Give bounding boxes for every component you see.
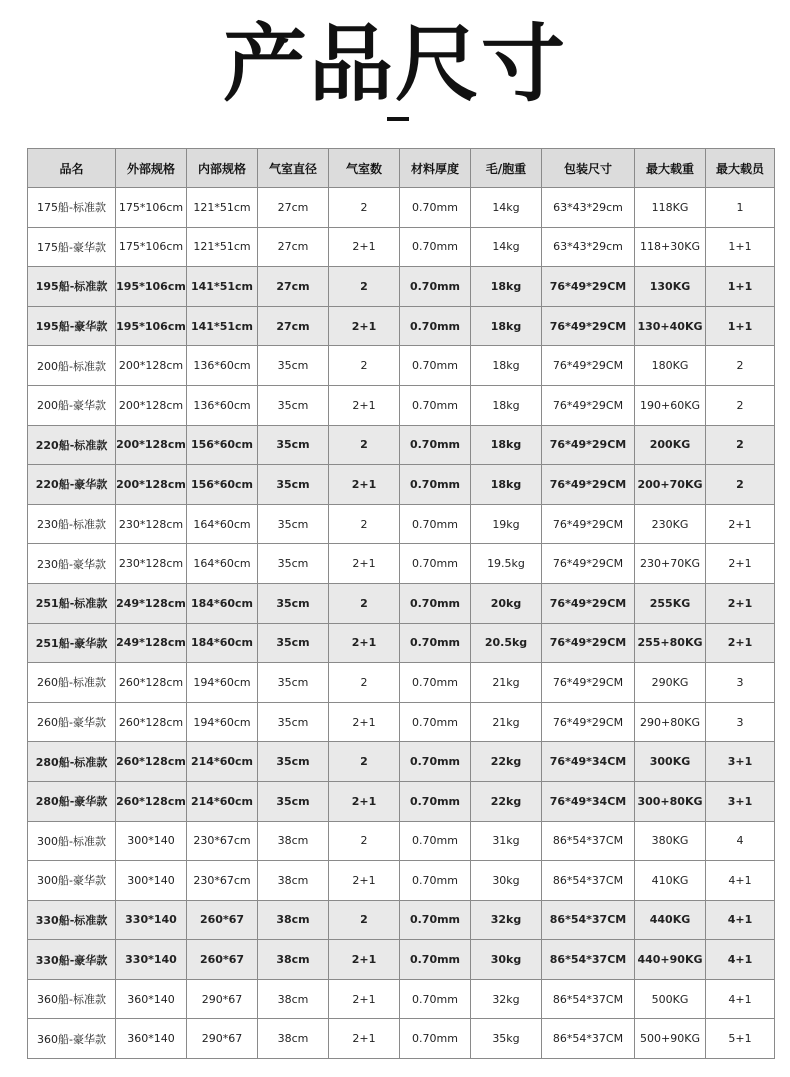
col-name-cell: 300船-豪华款: [28, 861, 116, 901]
col-name-cell: 360船-豪华款: [28, 1019, 116, 1059]
col-inner-size-cell: 230*67cm: [187, 861, 258, 901]
col-max-persons-cell: 2+1: [706, 623, 775, 663]
col-outer-size-cell: 175*106cm: [116, 188, 187, 228]
col-weight-cell: 32kg: [471, 900, 542, 940]
col-material-thickness-cell: 0.70mm: [400, 702, 471, 742]
col-max-load-header: 最大载重: [635, 149, 706, 188]
col-inner-size-cell: 214*60cm: [187, 781, 258, 821]
col-inner-size-cell: 164*60cm: [187, 544, 258, 584]
col-chambers-cell: 2+1: [329, 544, 400, 584]
col-material-thickness-cell: 0.70mm: [400, 663, 471, 703]
col-name-cell: 260船-豪华款: [28, 702, 116, 742]
col-weight-cell: 22kg: [471, 781, 542, 821]
col-outer-size-cell: 195*106cm: [116, 267, 187, 307]
col-chambers-cell: 2: [329, 188, 400, 228]
col-max-persons-cell: 3: [706, 702, 775, 742]
col-chambers-cell: 2: [329, 821, 400, 861]
table-row: [28, 979, 775, 1019]
col-tube-diameter-cell: 38cm: [258, 900, 329, 940]
col-outer-size-cell: 260*128cm: [116, 702, 187, 742]
col-material-thickness-cell: 0.70mm: [400, 425, 471, 465]
col-package-size-cell: 86*54*37CM: [542, 940, 635, 980]
col-weight-cell: 31kg: [471, 821, 542, 861]
col-inner-size-cell: 136*60cm: [187, 385, 258, 425]
col-material-thickness-cell: 0.70mm: [400, 544, 471, 584]
col-chambers-cell: 2: [329, 425, 400, 465]
col-max-persons-cell: 4+1: [706, 861, 775, 901]
col-weight-cell: 18kg: [471, 306, 542, 346]
col-max-persons-cell: 2+1: [706, 504, 775, 544]
col-tube-diameter-cell: 35cm: [258, 504, 329, 544]
col-package-size-cell: 76*49*29CM: [542, 504, 635, 544]
col-max-load-cell: 130+40KG: [635, 306, 706, 346]
col-chambers-cell: 2+1: [329, 1019, 400, 1059]
col-inner-size-cell: 194*60cm: [187, 702, 258, 742]
col-tube-diameter-cell: 35cm: [258, 425, 329, 465]
col-outer-size-cell: 260*128cm: [116, 663, 187, 703]
col-outer-size-header: 外部规格: [116, 149, 187, 188]
col-material-thickness-cell: 0.70mm: [400, 267, 471, 307]
col-inner-size-cell: 121*51cm: [187, 188, 258, 228]
col-material-thickness-cell: 0.70mm: [400, 346, 471, 386]
table-row: [28, 702, 775, 742]
col-weight-cell: 21kg: [471, 702, 542, 742]
col-chambers-cell: 2+1: [329, 781, 400, 821]
col-package-size-cell: 76*49*29CM: [542, 465, 635, 505]
table-row: [28, 583, 775, 623]
col-tube-diameter-header: 气室直径: [258, 149, 329, 188]
col-material-thickness-cell: 0.70mm: [400, 504, 471, 544]
col-max-load-cell: 200+70KG: [635, 465, 706, 505]
col-outer-size-cell: 230*128cm: [116, 544, 187, 584]
col-name-cell: 251船-豪华款: [28, 623, 116, 663]
col-weight-cell: 14kg: [471, 227, 542, 267]
col-tube-diameter-cell: 35cm: [258, 742, 329, 782]
col-inner-size-cell: 194*60cm: [187, 663, 258, 703]
table-row: [28, 663, 775, 703]
col-max-persons-cell: 2+1: [706, 583, 775, 623]
col-max-load-cell: 255KG: [635, 583, 706, 623]
col-outer-size-cell: 249*128cm: [116, 583, 187, 623]
col-package-size-cell: 86*54*37CM: [542, 900, 635, 940]
col-name-cell: 230船-豪华款: [28, 544, 116, 584]
col-name-cell: 360船-标准款: [28, 979, 116, 1019]
col-weight-cell: 19kg: [471, 504, 542, 544]
col-tube-diameter-cell: 38cm: [258, 940, 329, 980]
col-max-load-cell: 440+90KG: [635, 940, 706, 980]
col-outer-size-cell: 230*128cm: [116, 504, 187, 544]
table-row: [28, 385, 775, 425]
col-chambers-cell: 2+1: [329, 306, 400, 346]
col-max-persons-cell: 3: [706, 663, 775, 703]
col-outer-size-cell: 200*128cm: [116, 425, 187, 465]
col-inner-size-cell: 141*51cm: [187, 267, 258, 307]
table-row: [28, 188, 775, 228]
col-outer-size-cell: 300*140: [116, 861, 187, 901]
col-tube-diameter-cell: 35cm: [258, 385, 329, 425]
col-name-cell: 330船-豪华款: [28, 940, 116, 980]
col-max-persons-cell: 3+1: [706, 742, 775, 782]
col-material-thickness-cell: 0.70mm: [400, 821, 471, 861]
col-outer-size-cell: 300*140: [116, 821, 187, 861]
col-inner-size-cell: 156*60cm: [187, 465, 258, 505]
col-chambers-cell: 2+1: [329, 623, 400, 663]
col-max-persons-cell: 4+1: [706, 979, 775, 1019]
col-inner-size-cell: 214*60cm: [187, 742, 258, 782]
table-row: [28, 821, 775, 861]
product-size-table: [27, 148, 775, 1059]
col-package-size-cell: 76*49*29CM: [542, 583, 635, 623]
col-material-thickness-cell: 0.70mm: [400, 1019, 471, 1059]
col-tube-diameter-cell: 35cm: [258, 583, 329, 623]
col-tube-diameter-cell: 35cm: [258, 623, 329, 663]
col-weight-cell: 20.5kg: [471, 623, 542, 663]
table-row: [28, 465, 775, 505]
col-weight-cell: 14kg: [471, 188, 542, 228]
col-name-cell: 230船-标准款: [28, 504, 116, 544]
col-max-load-cell: 190+60KG: [635, 385, 706, 425]
col-inner-size-cell: 136*60cm: [187, 346, 258, 386]
col-outer-size-cell: 200*128cm: [116, 385, 187, 425]
col-weight-cell: 18kg: [471, 425, 542, 465]
col-inner-size-cell: 230*67cm: [187, 821, 258, 861]
col-material-thickness-cell: 0.70mm: [400, 583, 471, 623]
col-tube-diameter-cell: 27cm: [258, 306, 329, 346]
col-package-size-cell: 76*49*29CM: [542, 267, 635, 307]
col-outer-size-cell: 260*128cm: [116, 742, 187, 782]
col-name-cell: 280船-标准款: [28, 742, 116, 782]
col-tube-diameter-cell: 35cm: [258, 465, 329, 505]
col-package-size-cell: 86*54*37CM: [542, 1019, 635, 1059]
col-name-cell: 280船-豪华款: [28, 781, 116, 821]
col-outer-size-cell: 330*140: [116, 940, 187, 980]
col-outer-size-cell: 200*128cm: [116, 346, 187, 386]
col-weight-header: 毛/胞重: [471, 149, 542, 188]
col-name-cell: 200船-标准款: [28, 346, 116, 386]
col-name-cell: 175船-豪华款: [28, 227, 116, 267]
col-max-load-cell: 230KG: [635, 504, 706, 544]
col-max-load-cell: 410KG: [635, 861, 706, 901]
col-tube-diameter-cell: 35cm: [258, 702, 329, 742]
col-package-size-cell: 76*49*29CM: [542, 544, 635, 584]
table-header-row: [28, 149, 775, 188]
col-outer-size-cell: 200*128cm: [116, 465, 187, 505]
col-chambers-cell: 2+1: [329, 940, 400, 980]
col-max-persons-cell: 5+1: [706, 1019, 775, 1059]
col-inner-size-cell: 290*67: [187, 979, 258, 1019]
col-material-thickness-cell: 0.70mm: [400, 979, 471, 1019]
col-package-size-cell: 76*49*29CM: [542, 663, 635, 703]
col-inner-size-header: 内部规格: [187, 149, 258, 188]
col-inner-size-cell: 260*67: [187, 940, 258, 980]
col-inner-size-cell: 184*60cm: [187, 623, 258, 663]
col-tube-diameter-cell: 27cm: [258, 188, 329, 228]
col-inner-size-cell: 164*60cm: [187, 504, 258, 544]
col-max-load-cell: 118KG: [635, 188, 706, 228]
col-name-cell: 200船-豪华款: [28, 385, 116, 425]
col-max-load-cell: 255+80KG: [635, 623, 706, 663]
col-outer-size-cell: 360*140: [116, 1019, 187, 1059]
table-row: [28, 861, 775, 901]
col-tube-diameter-cell: 38cm: [258, 1019, 329, 1059]
col-max-load-cell: 118+30KG: [635, 227, 706, 267]
col-inner-size-cell: 156*60cm: [187, 425, 258, 465]
col-chambers-cell: 2: [329, 504, 400, 544]
col-max-load-cell: 230+70KG: [635, 544, 706, 584]
table-row: [28, 900, 775, 940]
col-inner-size-cell: 290*67: [187, 1019, 258, 1059]
col-max-persons-cell: 4+1: [706, 900, 775, 940]
col-tube-diameter-cell: 35cm: [258, 544, 329, 584]
col-inner-size-cell: 184*60cm: [187, 583, 258, 623]
col-weight-cell: 21kg: [471, 663, 542, 703]
page-title: 产品尺寸: [222, 15, 567, 113]
col-package-size-cell: 76*49*29CM: [542, 702, 635, 742]
col-chambers-header: 气室数: [329, 149, 400, 188]
col-package-size-cell: 86*54*37CM: [542, 861, 635, 901]
col-material-thickness-cell: 0.70mm: [400, 940, 471, 980]
col-package-size-cell: 86*54*37CM: [542, 979, 635, 1019]
col-weight-cell: 20kg: [471, 583, 542, 623]
col-outer-size-cell: 195*106cm: [116, 306, 187, 346]
table-row: [28, 544, 775, 584]
col-material-thickness-cell: 0.70mm: [400, 188, 471, 228]
col-chambers-cell: 2: [329, 742, 400, 782]
col-max-persons-cell: 2: [706, 346, 775, 386]
col-package-size-cell: 76*49*34CM: [542, 742, 635, 782]
col-max-persons-cell: 1+1: [706, 267, 775, 307]
col-package-size-cell: 76*49*29CM: [542, 385, 635, 425]
col-package-size-cell: 76*49*29CM: [542, 306, 635, 346]
col-chambers-cell: 2+1: [329, 465, 400, 505]
col-material-thickness-cell: 0.70mm: [400, 781, 471, 821]
col-chambers-cell: 2+1: [329, 702, 400, 742]
col-max-persons-cell: 2+1: [706, 544, 775, 584]
table-row: [28, 267, 775, 307]
table-body: [28, 188, 775, 1059]
col-package-size-cell: 63*43*29cm: [542, 227, 635, 267]
col-outer-size-cell: 260*128cm: [116, 781, 187, 821]
col-weight-cell: 19.5kg: [471, 544, 542, 584]
col-max-load-cell: 300KG: [635, 742, 706, 782]
col-name-cell: 220船-标准款: [28, 425, 116, 465]
col-name-cell: 251船-标准款: [28, 583, 116, 623]
col-material-thickness-cell: 0.70mm: [400, 385, 471, 425]
col-chambers-cell: 2+1: [329, 979, 400, 1019]
col-tube-diameter-cell: 38cm: [258, 979, 329, 1019]
col-max-load-cell: 290+80KG: [635, 702, 706, 742]
col-chambers-cell: 2: [329, 663, 400, 703]
col-weight-cell: 32kg: [471, 979, 542, 1019]
col-weight-cell: 18kg: [471, 385, 542, 425]
col-max-persons-cell: 4: [706, 821, 775, 861]
col-outer-size-cell: 249*128cm: [116, 623, 187, 663]
col-package-size-cell: 76*49*29CM: [542, 425, 635, 465]
col-material-thickness-cell: 0.70mm: [400, 742, 471, 782]
col-outer-size-cell: 175*106cm: [116, 227, 187, 267]
col-max-persons-cell: 2: [706, 465, 775, 505]
col-max-load-cell: 200KG: [635, 425, 706, 465]
col-package-size-header: 包装尺寸: [542, 149, 635, 188]
col-max-load-cell: 290KG: [635, 663, 706, 703]
col-name-cell: 300船-标准款: [28, 821, 116, 861]
col-name-header: 品名: [28, 149, 116, 188]
col-package-size-cell: 86*54*37CM: [542, 821, 635, 861]
col-tube-diameter-cell: 35cm: [258, 346, 329, 386]
col-weight-cell: 18kg: [471, 465, 542, 505]
col-name-cell: 195船-豪华款: [28, 306, 116, 346]
col-material-thickness-cell: 0.70mm: [400, 227, 471, 267]
col-name-cell: 260船-标准款: [28, 663, 116, 703]
col-package-size-cell: 63*43*29cm: [542, 188, 635, 228]
col-name-cell: 175船-标准款: [28, 188, 116, 228]
col-inner-size-cell: 121*51cm: [187, 227, 258, 267]
table-row: [28, 425, 775, 465]
col-max-persons-cell: 1+1: [706, 227, 775, 267]
col-weight-cell: 35kg: [471, 1019, 542, 1059]
col-max-load-cell: 300+80KG: [635, 781, 706, 821]
col-chambers-cell: 2: [329, 900, 400, 940]
col-max-persons-cell: 2: [706, 425, 775, 465]
col-material-thickness-cell: 0.70mm: [400, 306, 471, 346]
col-max-persons-header: 最大载员: [706, 149, 775, 188]
col-max-persons-cell: 1: [706, 188, 775, 228]
col-outer-size-cell: 360*140: [116, 979, 187, 1019]
col-chambers-cell: 2: [329, 583, 400, 623]
col-chambers-cell: 2+1: [329, 227, 400, 267]
col-max-load-cell: 130KG: [635, 267, 706, 307]
col-outer-size-cell: 330*140: [116, 900, 187, 940]
table-row: [28, 504, 775, 544]
table-row: [28, 940, 775, 980]
col-package-size-cell: 76*49*29CM: [542, 346, 635, 386]
table-row: [28, 742, 775, 782]
table-row: [28, 781, 775, 821]
col-inner-size-cell: 260*67: [187, 900, 258, 940]
col-name-cell: 220船-豪华款: [28, 465, 116, 505]
col-tube-diameter-cell: 35cm: [258, 663, 329, 703]
col-name-cell: 195船-标准款: [28, 267, 116, 307]
col-max-load-cell: 180KG: [635, 346, 706, 386]
col-tube-diameter-cell: 27cm: [258, 267, 329, 307]
col-max-persons-cell: 1+1: [706, 306, 775, 346]
col-max-load-cell: 380KG: [635, 821, 706, 861]
col-material-thickness-header: 材料厚度: [400, 149, 471, 188]
col-package-size-cell: 76*49*34CM: [542, 781, 635, 821]
col-tube-diameter-cell: 38cm: [258, 821, 329, 861]
col-material-thickness-cell: 0.70mm: [400, 861, 471, 901]
table-row: [28, 1019, 775, 1059]
col-max-persons-cell: 3+1: [706, 781, 775, 821]
col-weight-cell: 30kg: [471, 861, 542, 901]
table-row: [28, 306, 775, 346]
col-weight-cell: 22kg: [471, 742, 542, 782]
col-name-cell: 330船-标准款: [28, 900, 116, 940]
col-weight-cell: 18kg: [471, 346, 542, 386]
table-row: [28, 346, 775, 386]
col-weight-cell: 30kg: [471, 940, 542, 980]
table-row: [28, 623, 775, 663]
col-tube-diameter-cell: 27cm: [258, 227, 329, 267]
col-max-persons-cell: 2: [706, 385, 775, 425]
title-underline: [387, 117, 409, 121]
col-material-thickness-cell: 0.70mm: [400, 623, 471, 663]
col-inner-size-cell: 141*51cm: [187, 306, 258, 346]
col-max-load-cell: 440KG: [635, 900, 706, 940]
col-max-load-cell: 500KG: [635, 979, 706, 1019]
col-material-thickness-cell: 0.70mm: [400, 465, 471, 505]
col-tube-diameter-cell: 35cm: [258, 781, 329, 821]
col-package-size-cell: 76*49*29CM: [542, 623, 635, 663]
col-max-persons-cell: 4+1: [706, 940, 775, 980]
col-chambers-cell: 2: [329, 346, 400, 386]
col-chambers-cell: 2: [329, 267, 400, 307]
col-max-load-cell: 500+90KG: [635, 1019, 706, 1059]
table-row: [28, 227, 775, 267]
col-chambers-cell: 2+1: [329, 385, 400, 425]
col-tube-diameter-cell: 38cm: [258, 861, 329, 901]
col-chambers-cell: 2+1: [329, 861, 400, 901]
col-weight-cell: 18kg: [471, 267, 542, 307]
col-material-thickness-cell: 0.70mm: [400, 900, 471, 940]
